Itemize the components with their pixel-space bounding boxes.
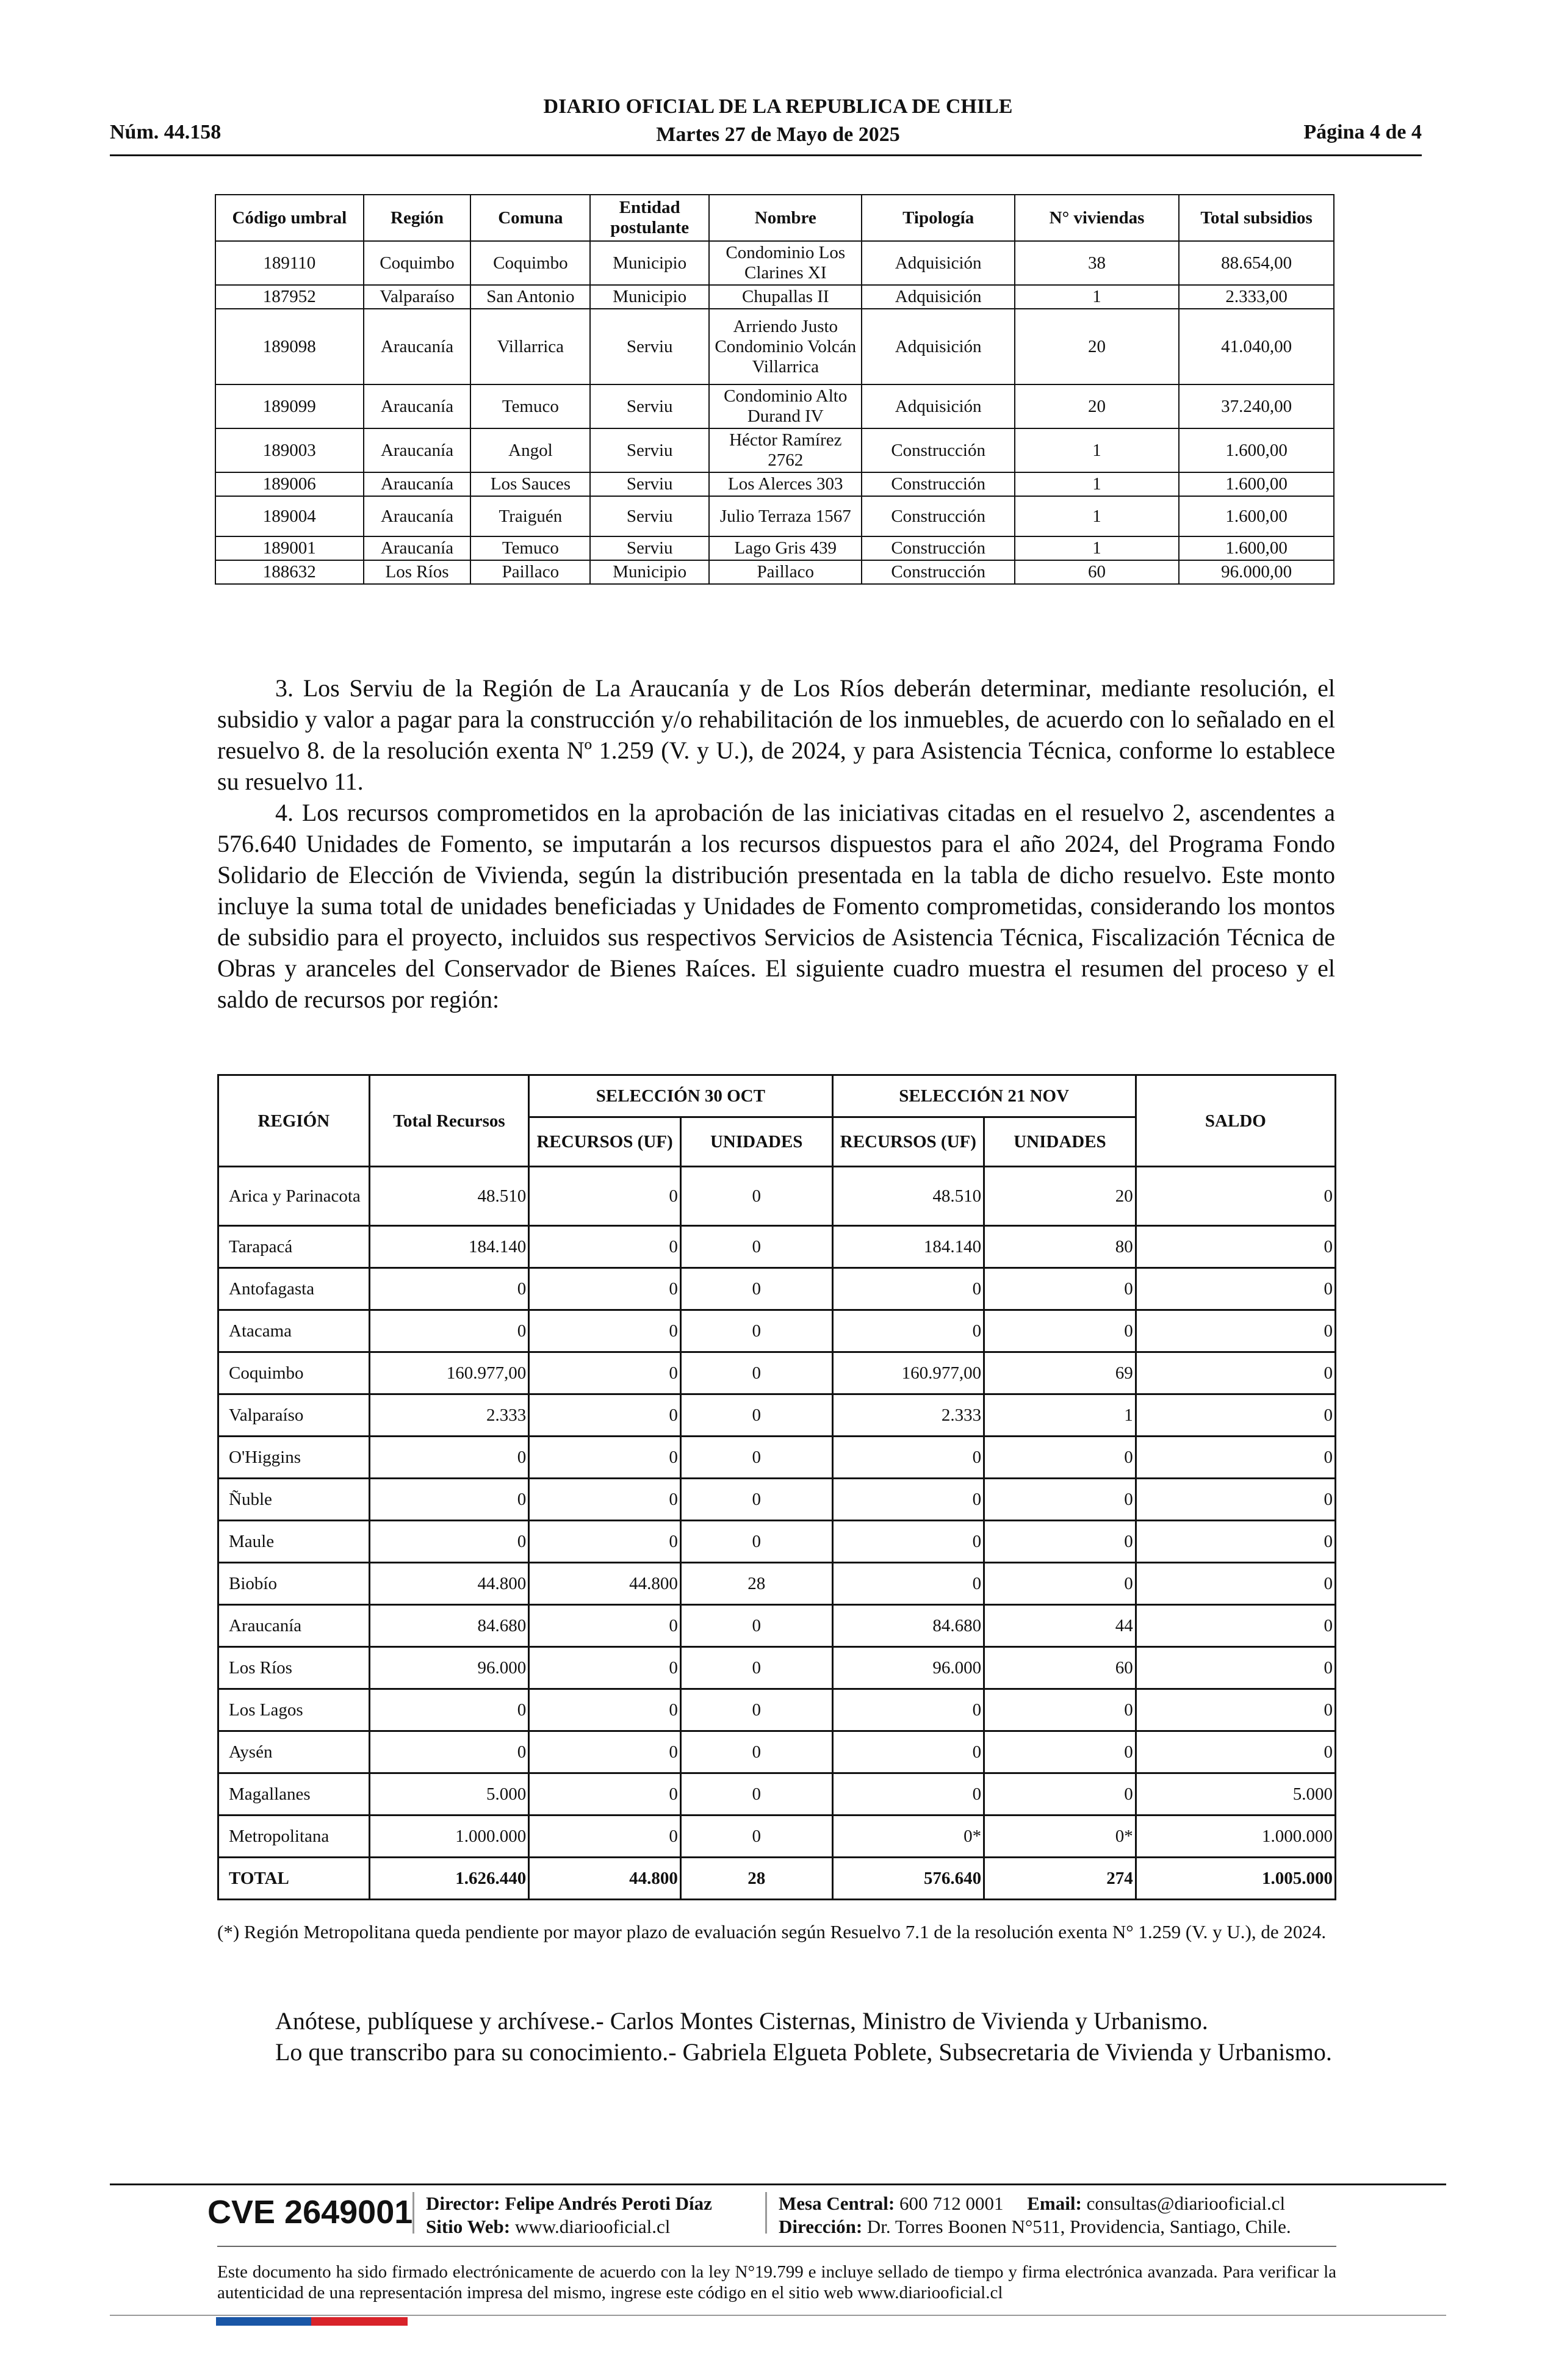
region-cell: Metropolitana	[218, 1816, 370, 1858]
table-cell: 0	[1136, 1226, 1335, 1268]
table-cell: Condominio Alto Durand IV	[709, 384, 862, 428]
table-cell: 0	[529, 1731, 681, 1773]
cve-code: CVE 2649001	[207, 2194, 413, 2230]
table-cell: 0	[832, 1563, 984, 1605]
table-cell: 0	[369, 1479, 529, 1521]
table-row	[218, 1394, 1336, 1437]
table-cell: 38	[1015, 241, 1179, 285]
table-cell: 0	[529, 1773, 681, 1816]
column-header: Entidad postulante	[590, 195, 709, 241]
table-cell: Serviu	[590, 384, 709, 428]
table-row	[218, 1563, 1336, 1605]
table-cell: Construcción	[862, 496, 1014, 536]
table-row	[218, 1521, 1336, 1563]
table-cell: 1	[1015, 428, 1179, 472]
closing-text	[217, 2005, 1335, 2068]
total-row	[218, 1858, 1336, 1900]
table-row	[215, 384, 1334, 428]
region-cell: Magallanes	[218, 1773, 370, 1816]
table-cell: Paillaco	[709, 560, 862, 584]
table-cell: 0	[1136, 1310, 1335, 1352]
table-cell: 0	[832, 1773, 984, 1816]
table-cell: 0	[529, 1310, 681, 1352]
total-cell: 1.005.000	[1136, 1858, 1335, 1900]
table-cell: 96.000	[369, 1647, 529, 1689]
total-cell: TOTAL	[218, 1858, 370, 1900]
region-cell: O'Higgins	[218, 1437, 370, 1479]
table-cell: Paillaco	[470, 560, 590, 584]
table-row	[218, 1167, 1336, 1226]
table-cell: 0	[984, 1268, 1136, 1310]
flag-stripe-blue	[216, 2317, 311, 2326]
table-cell: Coquimbo	[364, 241, 471, 285]
table-row	[215, 241, 1334, 285]
region-cell: Ñuble	[218, 1479, 370, 1521]
table-cell: 0	[680, 1437, 832, 1479]
region-cell: Arica y Parinacota	[218, 1167, 370, 1226]
director-name: Felipe Andrés Peroti Díaz	[505, 2193, 712, 2214]
total-cell: 576.640	[832, 1858, 984, 1900]
table-row	[215, 309, 1334, 384]
signature-disclaimer: Este documento ha sido firmado electrónicamente de acuerdo con la ley N°19.799 e incluye sellado de tiempo y firma electrónica avanzada. Para verificar la autenticidad de una representación impresa del mismo, ingrese este código en el sitio web www.diariooficial.cl	[217, 2262, 1336, 2302]
table-cell: Araucanía	[364, 472, 471, 496]
column-header-sel2: SELECCIÓN 21 NOV	[832, 1075, 1136, 1117]
table-cell: 0	[1136, 1268, 1335, 1310]
table-cell: 0	[680, 1816, 832, 1858]
table-cell: 44	[984, 1605, 1136, 1647]
table-cell: 84.680	[832, 1605, 984, 1647]
table-cell: 0	[680, 1310, 832, 1352]
table-cell: 60	[984, 1647, 1136, 1689]
table-cell: 0	[529, 1816, 681, 1858]
header-divider	[110, 154, 1422, 156]
table-cell: Construcción	[862, 472, 1014, 496]
table-row	[215, 285, 1334, 309]
column-header-recursos: RECURSOS (UF)	[529, 1117, 681, 1167]
region-cell: Tarapacá	[218, 1226, 370, 1268]
table-row	[218, 1226, 1336, 1268]
table-cell: 184.140	[832, 1226, 984, 1268]
table-row	[215, 536, 1334, 560]
table-cell: 189110	[215, 241, 364, 285]
column-header: Tipología	[862, 195, 1014, 241]
paragraph-3: 3. Los Serviu de la Región de La Araucanía y de Los Ríos deberán determinar, mediante resolución, el subsidio y valor a pagar para la construcción y/o rehabilitación de los inmuebles, de acuerdo con lo señalado en el resuelvo 8. de la resolución exenta Nº 1.259 (V. y U.), de 2024, y para Asistencia Técnica, conforme lo establece su resuelvo 11.	[217, 674, 1335, 795]
table-cell: 0	[680, 1226, 832, 1268]
table-cell: 0	[1136, 1479, 1335, 1521]
table-cell: Adquisición	[862, 241, 1014, 285]
table-cell: 84.680	[369, 1605, 529, 1647]
table-cell: Lago Gris 439	[709, 536, 862, 560]
column-header-region: REGIÓN	[218, 1075, 370, 1167]
mesa-label: Mesa Central:	[779, 2193, 895, 2214]
table-cell: 0	[984, 1310, 1136, 1352]
table-cell: 0	[680, 1605, 832, 1647]
table-cell: 0	[529, 1521, 681, 1563]
table-row	[218, 1268, 1336, 1310]
table-cell: 88.654,00	[1179, 241, 1334, 285]
table-row	[215, 496, 1334, 536]
table-cell: 1.600,00	[1179, 472, 1334, 496]
table-cell: 0	[832, 1310, 984, 1352]
table-cell: 0	[1136, 1563, 1335, 1605]
footer-separator	[765, 2192, 767, 2234]
table-cell: Araucanía	[364, 496, 471, 536]
table-cell: 0	[529, 1689, 681, 1731]
table-cell: Temuco	[470, 384, 590, 428]
flag-stripe-red	[311, 2317, 408, 2326]
table-cell: 0	[680, 1689, 832, 1731]
table-cell: 0	[832, 1268, 984, 1310]
table-row	[215, 560, 1334, 584]
table-cell: 1.000.000	[369, 1816, 529, 1858]
director-label: Director:	[426, 2193, 500, 2214]
table-cell: Araucanía	[364, 384, 471, 428]
table-cell: 0	[832, 1689, 984, 1731]
table-cell: Serviu	[590, 496, 709, 536]
column-header-recursos: RECURSOS (UF)	[832, 1117, 984, 1167]
column-header-total: Total Recursos	[369, 1075, 529, 1167]
region-cell: Aysén	[218, 1731, 370, 1773]
table-cell: 37.240,00	[1179, 384, 1334, 428]
table-row	[218, 1437, 1336, 1479]
table-cell: Los Alerces 303	[709, 472, 862, 496]
table-cell: Serviu	[590, 309, 709, 384]
issue-date: Martes 27 de Mayo de 2025	[656, 123, 900, 146]
table-cell: Adquisición	[862, 309, 1014, 384]
footer-divider	[110, 2315, 1446, 2316]
table-cell: 0	[1136, 1352, 1335, 1394]
table-cell: 0	[369, 1437, 529, 1479]
table-cell: 189001	[215, 536, 364, 560]
table-cell: Araucanía	[364, 428, 471, 472]
table-cell: 0	[369, 1310, 529, 1352]
table-cell: 184.140	[369, 1226, 529, 1268]
table-cell: Traiguén	[470, 496, 590, 536]
table-cell: 0	[1136, 1167, 1335, 1226]
region-cell: Biobío	[218, 1563, 370, 1605]
table-cell: Municipio	[590, 241, 709, 285]
table-header-row	[218, 1075, 1336, 1117]
table-cell: 189004	[215, 496, 364, 536]
projects-table	[215, 194, 1334, 585]
table-cell: Valparaíso	[364, 285, 471, 309]
page-number: Página 4 de 4	[1303, 121, 1422, 143]
table-row	[218, 1605, 1336, 1647]
table-cell: 69	[984, 1352, 1136, 1394]
region-cell: Maule	[218, 1521, 370, 1563]
table-cell: San Antonio	[470, 285, 590, 309]
table-cell: 1	[1015, 536, 1179, 560]
table-cell: 1.600,00	[1179, 428, 1334, 472]
table-cell: 0	[529, 1647, 681, 1689]
table-cell: 2.333	[832, 1394, 984, 1437]
issue-number: Núm. 44.158	[110, 121, 222, 143]
table-cell: Araucanía	[364, 536, 471, 560]
footer-separator	[412, 2192, 414, 2234]
table-cell: 0	[984, 1521, 1136, 1563]
footer-contact-block	[779, 2192, 1291, 2238]
column-header: Código umbral	[215, 195, 364, 241]
table-cell: Serviu	[590, 536, 709, 560]
table-row	[218, 1647, 1336, 1689]
newspaper-title: DIARIO OFICIAL DE LA REPUBLICA DE CHILE	[543, 95, 1013, 118]
footer-divider	[217, 2246, 1336, 2247]
table-cell: Araucanía	[364, 309, 471, 384]
email-label: Email:	[1027, 2193, 1082, 2214]
table-cell: 1	[1015, 472, 1179, 496]
region-cell: Los Lagos	[218, 1689, 370, 1731]
table-cell: 44.800	[369, 1563, 529, 1605]
column-header: N° viviendas	[1015, 195, 1179, 241]
table-cell: 44.800	[529, 1563, 681, 1605]
table-cell: 1	[1015, 496, 1179, 536]
table-cell: 0	[1136, 1605, 1335, 1647]
table-cell: 0	[529, 1352, 681, 1394]
footer-director-block	[426, 2192, 712, 2238]
table-cell: 189003	[215, 428, 364, 472]
table-cell: 0	[832, 1521, 984, 1563]
table-cell: 60	[1015, 560, 1179, 584]
table-cell: 1	[984, 1394, 1136, 1437]
table-cell: Héctor Ramírez 2762	[709, 428, 862, 472]
table-cell: Serviu	[590, 428, 709, 472]
region-cell: Araucanía	[218, 1605, 370, 1647]
table-cell: Villarrica	[470, 309, 590, 384]
table-cell: 20	[984, 1167, 1136, 1226]
website-label: Sitio Web:	[426, 2216, 511, 2237]
region-cell: Atacama	[218, 1310, 370, 1352]
table-cell: 1.000.000	[1136, 1816, 1335, 1858]
table-cell: 0	[832, 1731, 984, 1773]
table-cell: 0*	[832, 1816, 984, 1858]
table-cell: 187952	[215, 285, 364, 309]
table-cell: 0	[680, 1479, 832, 1521]
column-header: Nombre	[709, 195, 862, 241]
table-cell: 0	[680, 1394, 832, 1437]
table-cell: Julio Terraza 1567	[709, 496, 862, 536]
closing-signature-minister: Anótese, publíquese y archívese.- Carlos Montes Cisternas, Ministro de Vivienda y Urbanismo.	[275, 2007, 1208, 2035]
summary-table	[217, 1074, 1336, 1900]
footer-divider	[110, 2183, 1446, 2185]
table-cell: 0	[1136, 1731, 1335, 1773]
table-row	[218, 1773, 1336, 1816]
table-cell: 0	[680, 1731, 832, 1773]
table-cell: 96.000,00	[1179, 560, 1334, 584]
table-cell: 0	[369, 1268, 529, 1310]
table-cell: 20	[1015, 384, 1179, 428]
website-link[interactable]: www.diariooficial.cl	[514, 2216, 671, 2237]
table-cell: Adquisición	[862, 384, 1014, 428]
table-cell: 0	[832, 1437, 984, 1479]
table-cell: Serviu	[590, 472, 709, 496]
table-cell: 0	[529, 1167, 681, 1226]
table-cell: 0	[529, 1437, 681, 1479]
table-cell: 0	[1136, 1437, 1335, 1479]
column-header-sel1: SELECCIÓN 30 OCT	[529, 1075, 832, 1117]
table-cell: 0	[529, 1268, 681, 1310]
mesa-phone: 600 712 0001	[899, 2193, 1004, 2214]
table-cell: 0	[529, 1479, 681, 1521]
table-cell: Arriendo Justo Condominio Volcán Villarrica	[709, 309, 862, 384]
total-cell: 274	[984, 1858, 1136, 1900]
table-cell: Adquisición	[862, 285, 1014, 309]
table-cell: 0	[984, 1773, 1136, 1816]
table-cell: Coquimbo	[470, 241, 590, 285]
total-cell: 44.800	[529, 1858, 681, 1900]
table-cell: 1	[1015, 285, 1179, 309]
table-cell: 0	[1136, 1689, 1335, 1731]
table-cell: 0	[984, 1437, 1136, 1479]
table-cell: 20	[1015, 309, 1179, 384]
table-cell: Los Ríos	[364, 560, 471, 584]
region-cell: Coquimbo	[218, 1352, 370, 1394]
table-cell: 5.000	[369, 1773, 529, 1816]
table-cell: 1.600,00	[1179, 536, 1334, 560]
table-cell: 0*	[984, 1816, 1136, 1858]
region-cell: Antofagasta	[218, 1268, 370, 1310]
table-cell: 0	[1136, 1521, 1335, 1563]
table-cell: 28	[680, 1563, 832, 1605]
table-cell: Temuco	[470, 536, 590, 560]
region-cell: Los Ríos	[218, 1647, 370, 1689]
paragraph-4: 4. Los recursos comprometidos en la aprobación de las iniciativas citadas en el resuelvo 2, ascendentes a 576.640 Unidades de Fomento, se imputarán a los recursos dispuestos para el año 2024, del Programa Fondo Solidario de Elección de Vivienda, según la distribución presentada en la tabla de dicho resuelvo. Este monto incluye la suma total de unidades beneficiadas y Unidades de Fomento comprometidas, considerando los montos de subsidio para el proyecto, incluidos sus respectivos Servicios de Asistencia Técnica, Fiscalización Técnica de Obras y aranceles del Conservador de Bienes Raíces. El siguiente cuadro muestra el resumen del proceso y el saldo de recursos por región:	[217, 799, 1335, 1013]
column-header-unidades: UNIDADES	[984, 1117, 1136, 1167]
table-cell: 2.333	[369, 1394, 529, 1437]
table-cell: 0	[680, 1773, 832, 1816]
table-row	[218, 1352, 1336, 1394]
table-cell: 48.510	[832, 1167, 984, 1226]
table-cell: 0	[680, 1521, 832, 1563]
table-cell: Condominio Los Clarines XI	[709, 241, 862, 285]
table-cell: Construcción	[862, 560, 1014, 584]
table-cell: Angol	[470, 428, 590, 472]
table-cell: 1.600,00	[1179, 496, 1334, 536]
body-text	[217, 673, 1335, 1015]
table-cell: Municipio	[590, 560, 709, 584]
table-cell: Chupallas II	[709, 285, 862, 309]
email-link[interactable]: consultas@diariooficial.cl	[1086, 2193, 1286, 2214]
column-header: Total subsidios	[1179, 195, 1334, 241]
table-cell: 189006	[215, 472, 364, 496]
table-cell: 5.000	[1136, 1773, 1335, 1816]
table-cell: 80	[984, 1226, 1136, 1268]
table-cell: 0	[832, 1479, 984, 1521]
table-row	[218, 1689, 1336, 1731]
table-cell: 0	[984, 1731, 1136, 1773]
table-row	[215, 428, 1334, 472]
table-row	[218, 1310, 1336, 1352]
table-row	[215, 472, 1334, 496]
table-cell: 160.977,00	[369, 1352, 529, 1394]
table-cell: 0	[984, 1689, 1136, 1731]
column-header: Comuna	[470, 195, 590, 241]
table-cell: 0	[984, 1563, 1136, 1605]
table-footnote: (*) Región Metropolitana queda pendiente por mayor plazo de evaluación según Resuelvo 7.1 de la resolución exenta N° 1.259 (V. y U.), de 2024.	[217, 1921, 1327, 1942]
region-cell: Valparaíso	[218, 1394, 370, 1437]
column-header-saldo: SALDO	[1136, 1075, 1335, 1167]
table-row	[218, 1816, 1336, 1858]
table-row	[218, 1479, 1336, 1521]
table-cell: 0	[369, 1521, 529, 1563]
table-cell: 48.510	[369, 1167, 529, 1226]
table-cell: 189098	[215, 309, 364, 384]
column-header: Región	[364, 195, 471, 241]
table-cell: 0	[680, 1647, 832, 1689]
table-cell: 0	[369, 1689, 529, 1731]
address-value: Dr. Torres Boonen N°511, Providencia, Santiago, Chile.	[866, 2216, 1291, 2237]
table-cell: 0	[529, 1394, 681, 1437]
address-label: Dirección:	[779, 2216, 863, 2237]
table-cell: 2.333,00	[1179, 285, 1334, 309]
column-header-unidades: UNIDADES	[680, 1117, 832, 1167]
closing-signature-undersecretary: Lo que transcribo para su conocimiento.- Gabriela Elgueta Poblete, Subsecretaria de Vivienda y Urbanismo.	[275, 2038, 1332, 2066]
table-cell: 0	[680, 1268, 832, 1310]
total-cell: 28	[680, 1858, 832, 1900]
table-cell: 0	[680, 1167, 832, 1226]
table-cell: 0	[529, 1605, 681, 1647]
table-cell: Municipio	[590, 285, 709, 309]
table-cell: Los Sauces	[470, 472, 590, 496]
table-cell: 0	[1136, 1394, 1335, 1437]
table-cell: 41.040,00	[1179, 309, 1334, 384]
table-cell: 189099	[215, 384, 364, 428]
table-cell: 96.000	[832, 1647, 984, 1689]
table-cell: Construcción	[862, 428, 1014, 472]
table-cell: Construcción	[862, 536, 1014, 560]
total-cell: 1.626.440	[369, 1858, 529, 1900]
table-cell: 0	[529, 1226, 681, 1268]
table-cell: 0	[369, 1731, 529, 1773]
table-cell: 160.977,00	[832, 1352, 984, 1394]
table-cell: 0	[1136, 1647, 1335, 1689]
table-row	[218, 1731, 1336, 1773]
table-cell: 188632	[215, 560, 364, 584]
table-cell: 0	[680, 1352, 832, 1394]
table-header-row	[215, 195, 1334, 241]
table-cell: 0	[984, 1479, 1136, 1521]
